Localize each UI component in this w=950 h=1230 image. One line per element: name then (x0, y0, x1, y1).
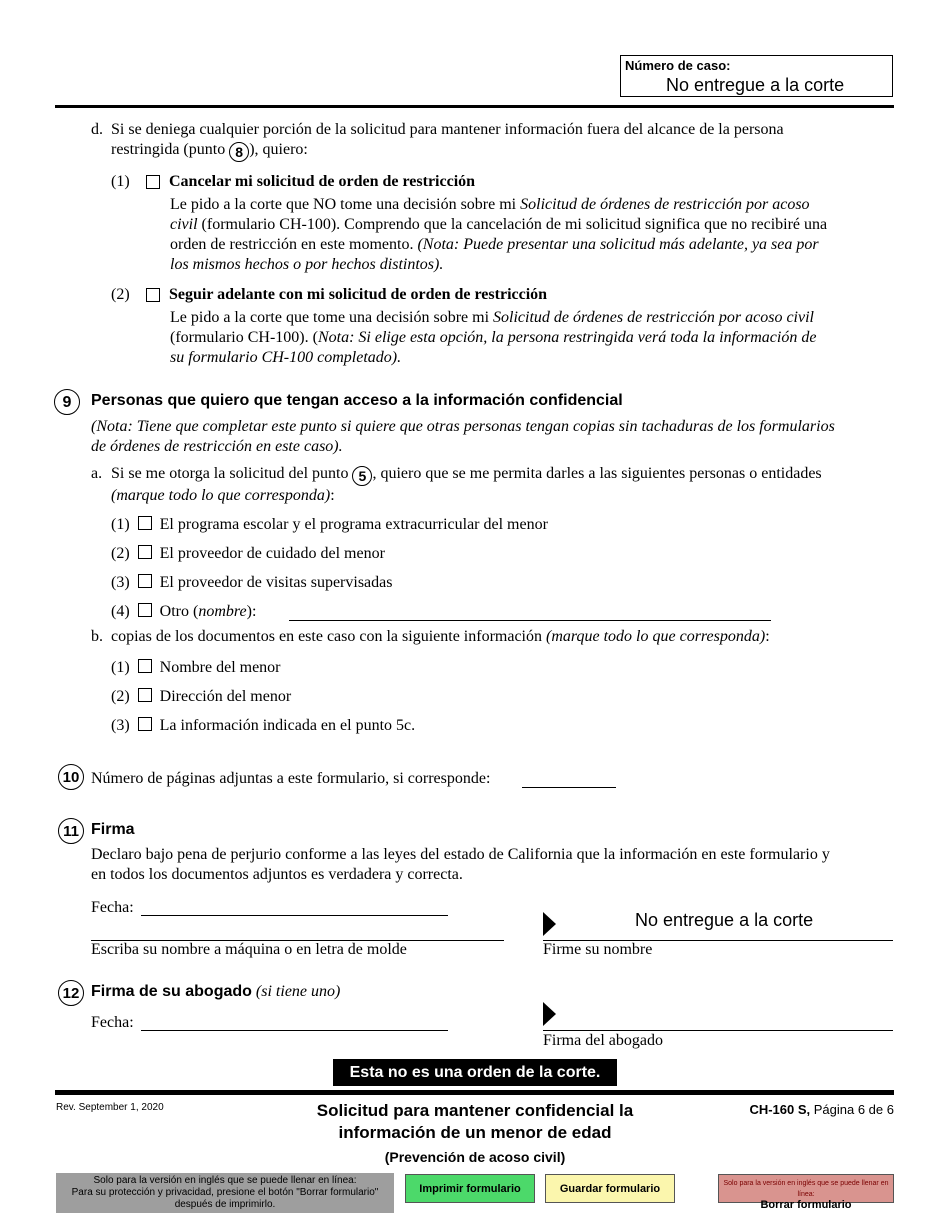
case-number-value[interactable]: No entregue a la corte (666, 75, 845, 95)
print-form-button[interactable]: Imprimir formulario (405, 1174, 535, 1203)
item-12-date-label: Fecha: (91, 1014, 134, 1031)
item-11-title: Firma (91, 821, 135, 838)
clear-form-label: Borrar formulario (760, 1199, 852, 1211)
case-number-box (620, 55, 893, 97)
item-d-opt1-title: Cancelar mi solicitud de orden de restricción (169, 173, 476, 190)
item-9b-option: (2) Dirección del menor (111, 688, 292, 705)
item-9-title: Personas que quiero que tengan acceso a la información confidencial (91, 392, 623, 409)
revision-date: Rev. September 1, 2020 (56, 1102, 164, 1113)
signature-field[interactable] (543, 925, 893, 941)
form-title: Solicitud para mantener confidencial la información de un menor de edad (316, 1101, 634, 1142)
save-form-button[interactable]: Guardar formulario (545, 1174, 675, 1203)
item-d-opt1-text: Le pido a la corte que NO tome una decisión sobre mi Solicitud de órdenes de restricción por acoso civil (formulario CH-100). Comprendo que la cancelación de mi solicitud significa que no recibiré una orden de restricción en este momento. (Nota: Puede presentar una solicitud más adelante, ya sea por los mismos hechos o por hechos distintos). (170, 196, 828, 273)
child-name-checkbox[interactable] (138, 659, 152, 673)
item-9a-option: (1) El programa escolar y el programa extracurricular del menor (111, 516, 548, 533)
visitation-provider-checkbox[interactable] (138, 574, 152, 588)
footer-rule (55, 1090, 894, 1095)
item-d-letter: d. (91, 121, 103, 138)
attached-pages-field[interactable] (522, 772, 616, 788)
item-9a-option-other: (4) Otro (nombre): (111, 603, 257, 620)
item-9a-option: (3) El proveedor de visitas supervisadas (111, 574, 393, 591)
signature-value[interactable]: No entregue a la corte (635, 910, 814, 930)
item-d-opt2-num: (2) (111, 286, 130, 303)
item-5-ref: 5 (352, 466, 372, 486)
other-checkbox[interactable] (138, 603, 152, 617)
item-d-intro-2: restringida (punto 8 ), quiero: (111, 141, 308, 160)
proceed-request-checkbox[interactable] (146, 288, 160, 302)
item-9b-text: copias de los documentos en este caso con la siguiente información (marque todo lo que corresponda): (111, 628, 770, 645)
case-number-label: Número de caso: (625, 58, 731, 73)
attorney-signature-caption: Firma del abogado (543, 1032, 663, 1049)
not-court-order-banner: Esta no es una orden de la corte. (333, 1059, 617, 1086)
item-11-number: 11 (58, 818, 84, 844)
attorney-signature-field[interactable] (543, 1015, 893, 1031)
item-11-declaration: Declaro bajo pena de perjurio conforme a las leyes del estado de California que la información en este formulario y en todos los documentos adjuntos es verdadera y correcta. (91, 846, 830, 883)
item-d-intro-1: Si se deniega cualquier porción de la solicitud para mantener información fuera del alcance de la persona (111, 121, 784, 138)
signature-caption: Firme su nombre (543, 941, 653, 958)
item-9a-text: Si se me otorga la solicitud del punto 5 , quiero que se me permita darles a las siguientes personas o entidades (marque todo lo que corresponda): (111, 465, 822, 504)
item-10-number: 10 (58, 764, 84, 790)
item-5c-info-checkbox[interactable] (138, 717, 152, 731)
item-9b-option: (1) Nombre del menor (111, 659, 281, 676)
online-version-note: Solo para la versión en inglés que se puede llenar en línea: Para su protección y privacidad, presione el botón "Borrar formulario" después de imprimirlo. (56, 1173, 394, 1213)
form-subtitle: (Prevención de acoso civil) (384, 1149, 566, 1165)
item-d-opt2-text: Le pido a la corte que tome una decisión sobre mi Solicitud de órdenes de restricción por acoso civil (formulario CH-100). (Nota: Si elige esta opción, la persona restringida verá toda la información de su formulario CH-100 completado). (170, 309, 817, 366)
printed-name-caption: Escriba su nombre a máquina o en letra de molde (91, 941, 407, 958)
item-d-opt1-num: (1) (111, 173, 130, 190)
item-12-number: 12 (58, 980, 84, 1006)
school-program-checkbox[interactable] (138, 516, 152, 530)
clear-form-button[interactable] (718, 1174, 894, 1211)
item-9-number: 9 (54, 389, 80, 415)
item-10-text: Número de páginas adjuntas a este formulario, si corresponde: (91, 770, 491, 787)
form-page-id: CH-160 S, Página 6 de 6 (749, 1102, 894, 1117)
item-9b-letter: b. (91, 628, 103, 645)
header-rule (55, 105, 894, 108)
printed-name-field[interactable] (91, 925, 504, 941)
cancel-request-checkbox[interactable] (146, 175, 160, 189)
item-12-date-field[interactable] (141, 1015, 448, 1031)
item-9a-option: (2) El proveedor de cuidado del menor (111, 545, 385, 562)
clear-form-note: Solo para la versión en inglés que se puede llenar en línea: (723, 1180, 889, 1198)
item-11-date-field[interactable] (141, 900, 448, 916)
item-12-title: Firma de su abogado (si tiene uno) (91, 983, 341, 1000)
item-9a-letter: a. (91, 465, 103, 482)
item-8-ref: 8 (229, 142, 249, 162)
childcare-provider-checkbox[interactable] (138, 545, 152, 559)
item-d-opt2-title: Seguir adelante con mi solicitud de orden de restricción (169, 286, 548, 303)
other-name-field[interactable] (289, 605, 771, 621)
item-9-note: (Nota: Tiene que completar este punto si quiere que otras personas tengan copias sin tachaduras de los formularios de órdenes de restricción en este caso). (91, 418, 835, 455)
child-address-checkbox[interactable] (138, 688, 152, 702)
item-11-date-label: Fecha: (91, 899, 134, 916)
item-9b-option: (3) La información indicada en el punto 5c. (111, 717, 416, 734)
